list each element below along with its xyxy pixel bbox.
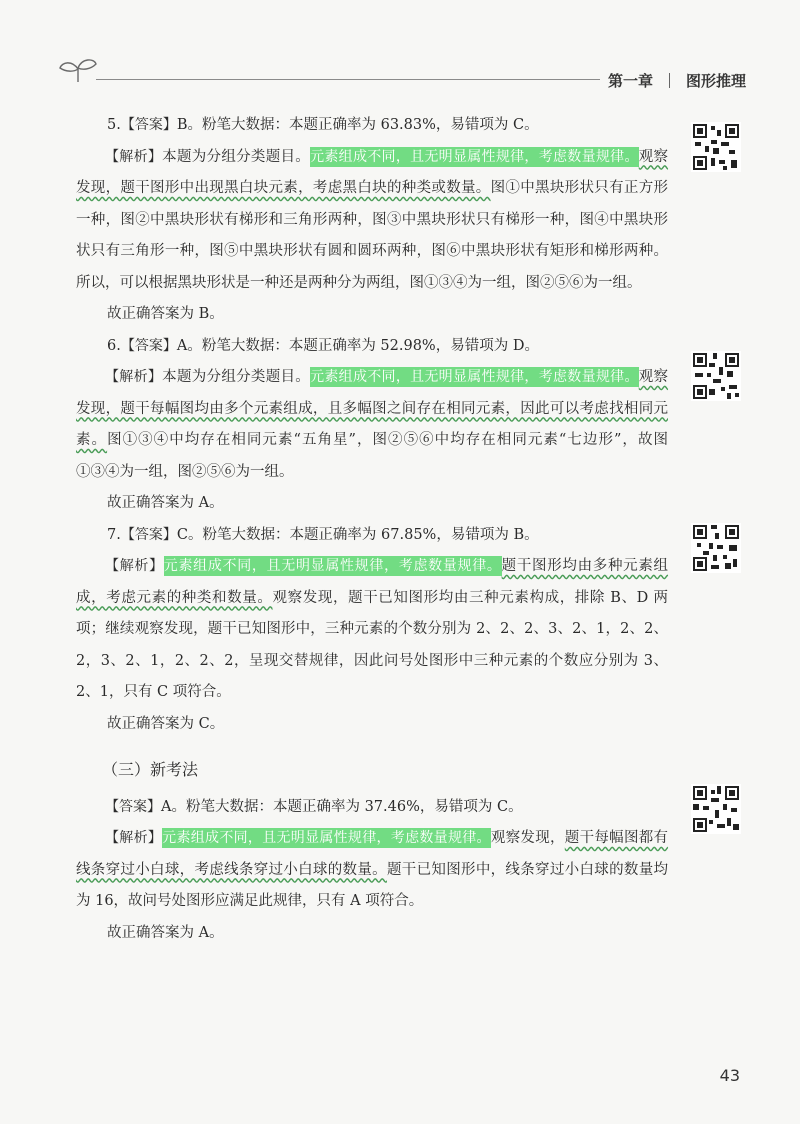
question-number: 7. — [107, 526, 121, 543]
chapter-number: 第一章 — [607, 72, 653, 90]
qr-code-icon[interactable] — [691, 784, 741, 834]
analysis-text: 观察发现，题干已知图形均由三种元素构成，排除 B、D 两项；继续观察发现，题干已知图形中，三种元素的个数分别为 2、2、2、3、2、1，2、2、2，3、2、1，2、2、2，呈现交替规律，因此问号处图形中三种元素的个数应分别为 3、2、1，只有 C 项符合。 — [76, 589, 668, 700]
answer-text: A。粉笔大数据：本题正确率为 52.98%，易错项为 D。 — [176, 337, 539, 354]
answer-line — [76, 331, 668, 363]
analysis-paragraph — [76, 362, 668, 488]
highlighted-text: 元素组成不同，且无明显属性规律，考虑数量规律。 — [162, 830, 491, 846]
analysis-text: 本题为分组分类题目。 — [162, 369, 311, 385]
section-title: （三）新考法 — [102, 760, 199, 779]
analysis-paragraph — [76, 551, 668, 709]
highlighted-text: 元素组成不同，且无明显属性规律，考虑数量规律。 — [310, 148, 639, 165]
analysis-tag: 【解析】 — [105, 148, 163, 165]
underlined-text: 题干图形均由多种元素组成，考虑元素的种类和数量。 — [76, 558, 669, 606]
answer-line — [76, 110, 668, 142]
analysis-tag: 【解析】 — [105, 830, 163, 846]
answer-tag: 【答案】 — [120, 526, 177, 543]
question-number: 6. — [107, 337, 121, 354]
highlighted-text: 元素组成不同，且无明显属性规律，考虑数量规律。 — [163, 558, 502, 574]
analysis-text: 题干已知图形中，线条穿过小白球的数量均为 16，故问号处图形应满足此规律，只有 A 项符合。 — [76, 861, 669, 909]
answer-text: C。粉笔大数据：本题正确率为 67.85%，易错项为 B。 — [176, 526, 539, 543]
answer-text: A。粉笔大数据：本题正确率为 37.46%，易错项为 C。 — [161, 798, 523, 815]
answer-tag: 【答案】 — [120, 117, 177, 133]
qr-code-icon[interactable] — [691, 122, 741, 172]
chapter-heading — [608, 70, 746, 91]
page-number: 43 — [719, 1066, 740, 1085]
conclusion: 故正确答案为 A。 — [107, 924, 224, 941]
conclusion: 故正确答案为 B。 — [107, 306, 224, 322]
header-rule — [96, 79, 600, 80]
solutions-body — [76, 110, 668, 949]
analysis-tag: 【解析】 — [105, 369, 163, 385]
analysis-paragraph — [76, 142, 668, 300]
answer-tag: 【答案】 — [105, 798, 161, 815]
answer-line — [76, 792, 668, 824]
highlighted-text: 元素组成不同，且无明显属性规律，考虑数量规律。 — [310, 369, 639, 385]
qr-code-icon[interactable] — [691, 351, 741, 401]
underlined-text: 观察发现，题干每幅图均由多个元素组成，且多幅图之间存在相同元素，因此可以考虑找相同元素。 — [76, 369, 669, 448]
question-number: 5. — [107, 117, 121, 133]
underlined-text: 题干每幅图都有线条穿过小白球，考虑线条穿过小白球的数量。 — [76, 830, 669, 878]
analysis-text: 观察发现， — [490, 830, 565, 846]
conclusion: 故正确答案为 C。 — [107, 715, 225, 732]
qr-code-icon[interactable] — [691, 523, 741, 573]
sprout-icon — [56, 56, 100, 84]
answer-text: B。粉笔大数据：本题正确率为 63.83%，易错项为 C。 — [176, 117, 539, 133]
analysis-text: 图①中黑块形状只有正方形一种，图②中黑块形状有梯形和三角形两种，图③中黑块形状只有梯形一种，图④中黑块形状只有三角形一种，图⑤中黑块形状有圆和圆环两种，图⑥中黑块形状有矩形和梯形两种。所以，可以根据黑块形状是一种还是两种分为两组，图①③④为一组，图②⑤⑥为一组。 — [76, 180, 669, 291]
answer-line — [76, 520, 668, 552]
answer-tag: 【答案】 — [120, 337, 177, 354]
underlined-text: 观察发现，题干图形中出现黑白块元素，考虑黑白块的种类或数量。 — [76, 148, 669, 196]
conclusion: 故正确答案为 A。 — [107, 495, 224, 511]
chapter-separator — [669, 73, 670, 88]
analysis-text: 图①③④中均存在相同元素“五角星”，图②⑤⑥中均存在相同元素“七边形”，故图①③④为一组，图②⑤⑥为一组。 — [76, 432, 669, 480]
page-header — [0, 0, 800, 100]
analysis-tag: 【解析】 — [105, 558, 164, 574]
chapter-title: 图形推理 — [685, 72, 746, 90]
analysis-paragraph — [76, 823, 668, 918]
analysis-text: 本题为分组分类题目。 — [162, 148, 311, 165]
